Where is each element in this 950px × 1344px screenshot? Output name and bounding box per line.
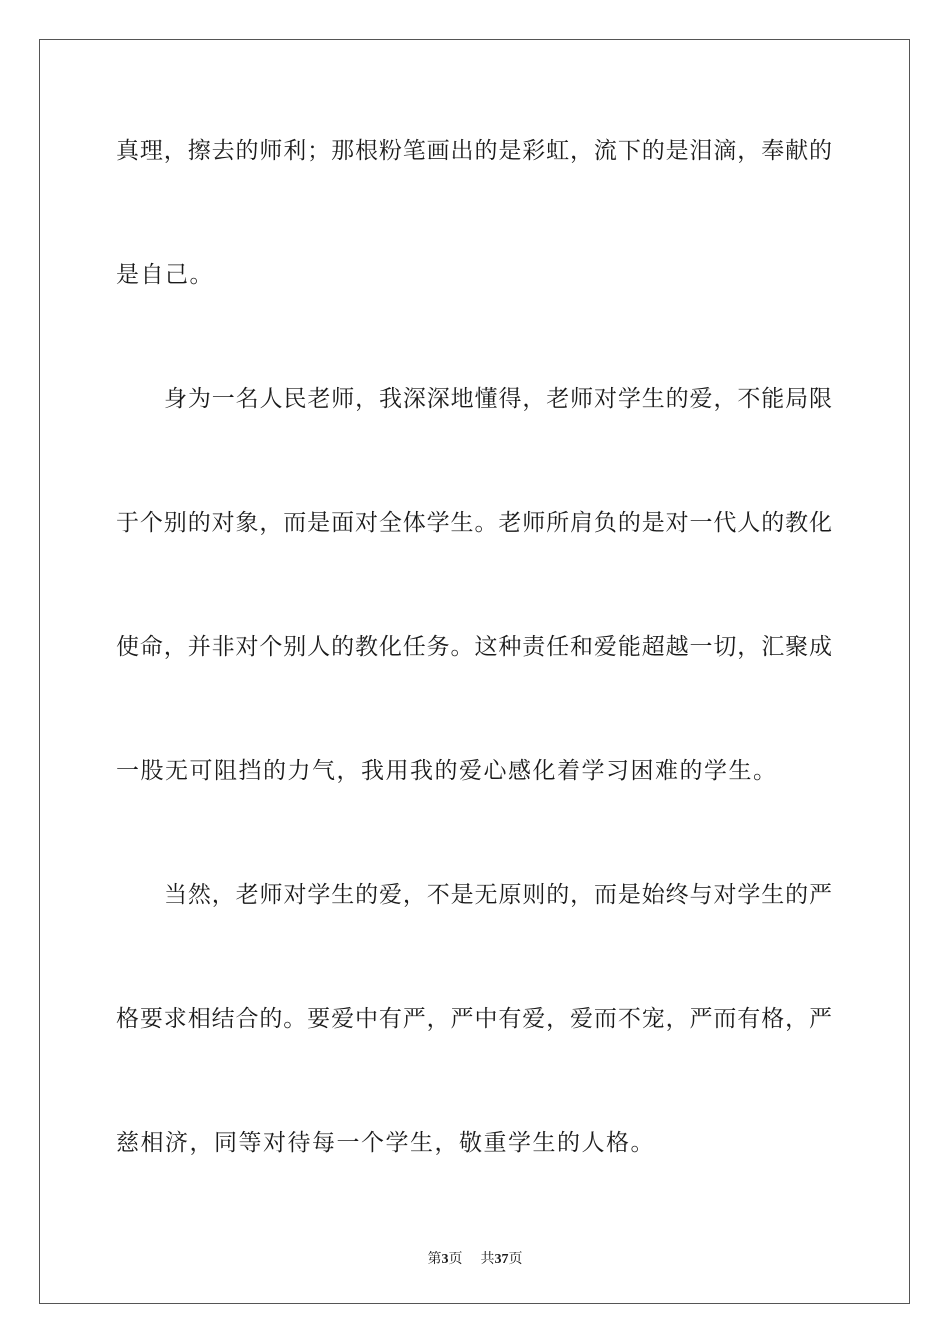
total-pages: 37 — [494, 1252, 509, 1267]
paragraph-line: 使命，并非对个别人的教化任务。这种责任和爱能超越一切，汇聚成 — [116, 634, 832, 660]
paragraph-line: 当然，老师对学生的爱，不是无原则的，而是始终与对学生的严 — [164, 882, 832, 908]
page-border — [39, 39, 910, 1304]
page-footer — [0, 1248, 950, 1268]
paragraph-line: 一股无可阻挡的力气，我用我的爱心感化着学习困难的学生。 — [116, 758, 778, 784]
paragraph-line: 是自己。 — [116, 262, 214, 288]
paragraph-line: 身为一名人民老师，我深深地懂得，老师对学生的爱，不能局限 — [164, 386, 832, 412]
paragraph-line: 格要求相结合的。要爱中有严，严中有爱，爱而不宠，严而有格，严 — [116, 1006, 832, 1032]
paragraph-line: 于个别的对象，而是面对全体学生。老师所肩负的是对一代人的教化 — [116, 510, 832, 536]
page-suffix: 页 — [448, 1251, 463, 1267]
paragraph-line: 慈相济，同等对待每一个学生，敬重学生的人格。 — [116, 1130, 655, 1156]
total-prefix: 共 — [480, 1251, 495, 1267]
page-number: 3 — [441, 1252, 449, 1267]
page-prefix: 第 — [427, 1251, 442, 1267]
total-suffix: 页 — [508, 1251, 523, 1267]
paragraph-line: 真理，擦去的师利；那根粉笔画出的是彩虹，流下的是泪滴，奉献的 — [116, 138, 832, 164]
